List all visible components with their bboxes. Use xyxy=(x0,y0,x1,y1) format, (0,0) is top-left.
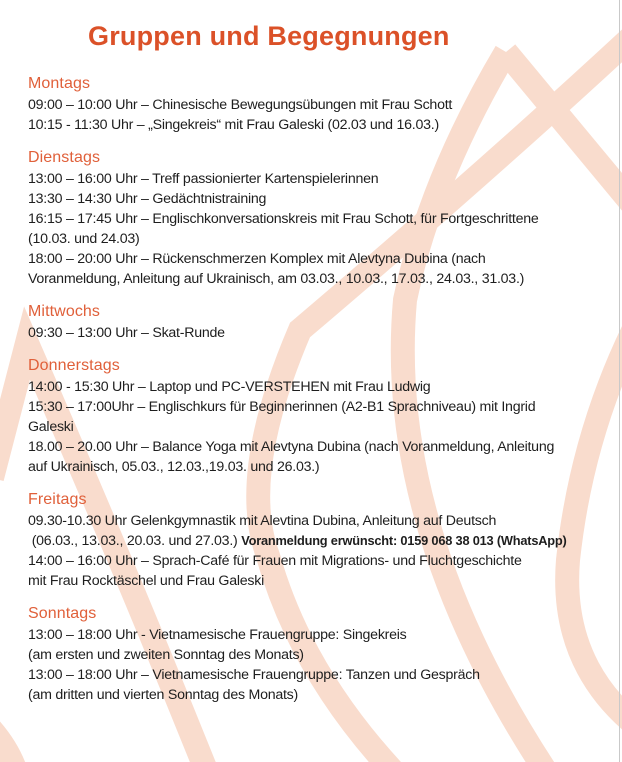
section-mittwochs xyxy=(28,301,608,343)
schedule-line: 13:00 – 18:00 Uhr – Vietnamesische Frauengruppe: Tanzen und Gespräch xyxy=(28,667,480,683)
petal-stroke-corner xyxy=(0,726,16,762)
schedule-line: (am ersten und zweiten Sonntag des Monats) xyxy=(28,647,304,663)
schedule-line: 14:00 - 15:30 Uhr – Laptop und PC-VERSTEHEN mit Frau Ludwig xyxy=(28,379,431,395)
schedule-line: 13:00 – 16:00 Uhr – Treff passionierter Kartenspielerinnen xyxy=(28,171,379,187)
schedule-line: 15:30 – 17:00Uhr – Englischkurs für Beginnerinnen (A2-B1 Sprachniveau) mit Ingrid xyxy=(28,399,536,415)
schedule-line: 09:00 – 10:00 Uhr – Chinesische Bewegungsübungen mit Frau Schott xyxy=(28,97,453,113)
schedule xyxy=(28,20,608,717)
schedule-line: Voranmeldung, Anleitung auf Ukrainisch, am 03.03., 10.03., 17.03., 24.03., 31.03.) xyxy=(28,271,525,287)
day-heading: Sonntags xyxy=(28,605,97,622)
day-heading: Freitags xyxy=(28,491,87,508)
schedule-line: (06.03., 13.03., 20.03. und 27.03.) Voranmeldung erwünscht: 0159 068 38 013 (WhatsApp) xyxy=(28,533,567,549)
day-heading: Montags xyxy=(28,75,91,92)
schedule-line: 18:00 – 20:00 Uhr – Rückenschmerzen Komplex mit Alevtyna Dubina (nach xyxy=(28,251,486,267)
section-dienstags xyxy=(28,147,608,289)
section-montags xyxy=(28,73,608,135)
page-right-edge xyxy=(619,0,620,762)
page-title: Gruppen und Begegnungen xyxy=(88,21,450,51)
registration-note-bold: Voranmeldung erwünscht: 0159 068 38 013 (WhatsApp) xyxy=(241,533,567,548)
schedule-line: auf Ukrainisch, 05.03., 12.03.,19.03. und 26.03.) xyxy=(28,459,320,475)
schedule-line: (10.03. und 24.03) xyxy=(28,231,140,247)
day-heading: Dienstags xyxy=(28,149,101,166)
section-donnerstags xyxy=(28,355,608,477)
day-heading: Donnerstags xyxy=(28,357,120,374)
schedule-line: 14:00 – 16:00 Uhr – Sprach-Café für Frauen mit Migrations- und Fluchtgeschichte xyxy=(28,553,522,569)
schedule-line: 18.00 – 20.00 Uhr – Balance Yoga mit Alevtyna Dubina (nach Voranmeldung, Anleitung xyxy=(28,439,555,455)
schedule-line: 09:30 – 13:00 Uhr – Skat-Runde xyxy=(28,325,225,341)
schedule-line: 13:00 – 18:00 Uhr - Vietnamesische Frauengruppe: Singekreis xyxy=(28,627,407,643)
schedule-line: mit Frau Rocktäschel und Frau Galeski xyxy=(28,573,264,589)
schedule-line: Galeski xyxy=(28,419,74,435)
section-freitags xyxy=(28,489,608,591)
schedule-line: 13:30 – 14:30 Uhr – Gedächtnistraining xyxy=(28,191,267,207)
schedule-line: 09.30-10.30 Uhr Gelenkgymnastik mit Alevtina Dubina, Anleitung auf Deutsch xyxy=(28,513,497,529)
schedule-line: 16:15 – 17:45 Uhr – Englischkonversationskreis mit Frau Schott, für Fortgeschrittene xyxy=(28,211,539,227)
day-heading: Mittwochs xyxy=(28,303,101,320)
section-sonntags xyxy=(28,603,608,705)
schedule-line: 10:15 - 11:30 Uhr – „Singekreis“ mit Frau Galeski (02.03 und 16.03.) xyxy=(28,117,439,133)
schedule-line: (am dritten und vierten Sonntag des Monats) xyxy=(28,687,299,703)
